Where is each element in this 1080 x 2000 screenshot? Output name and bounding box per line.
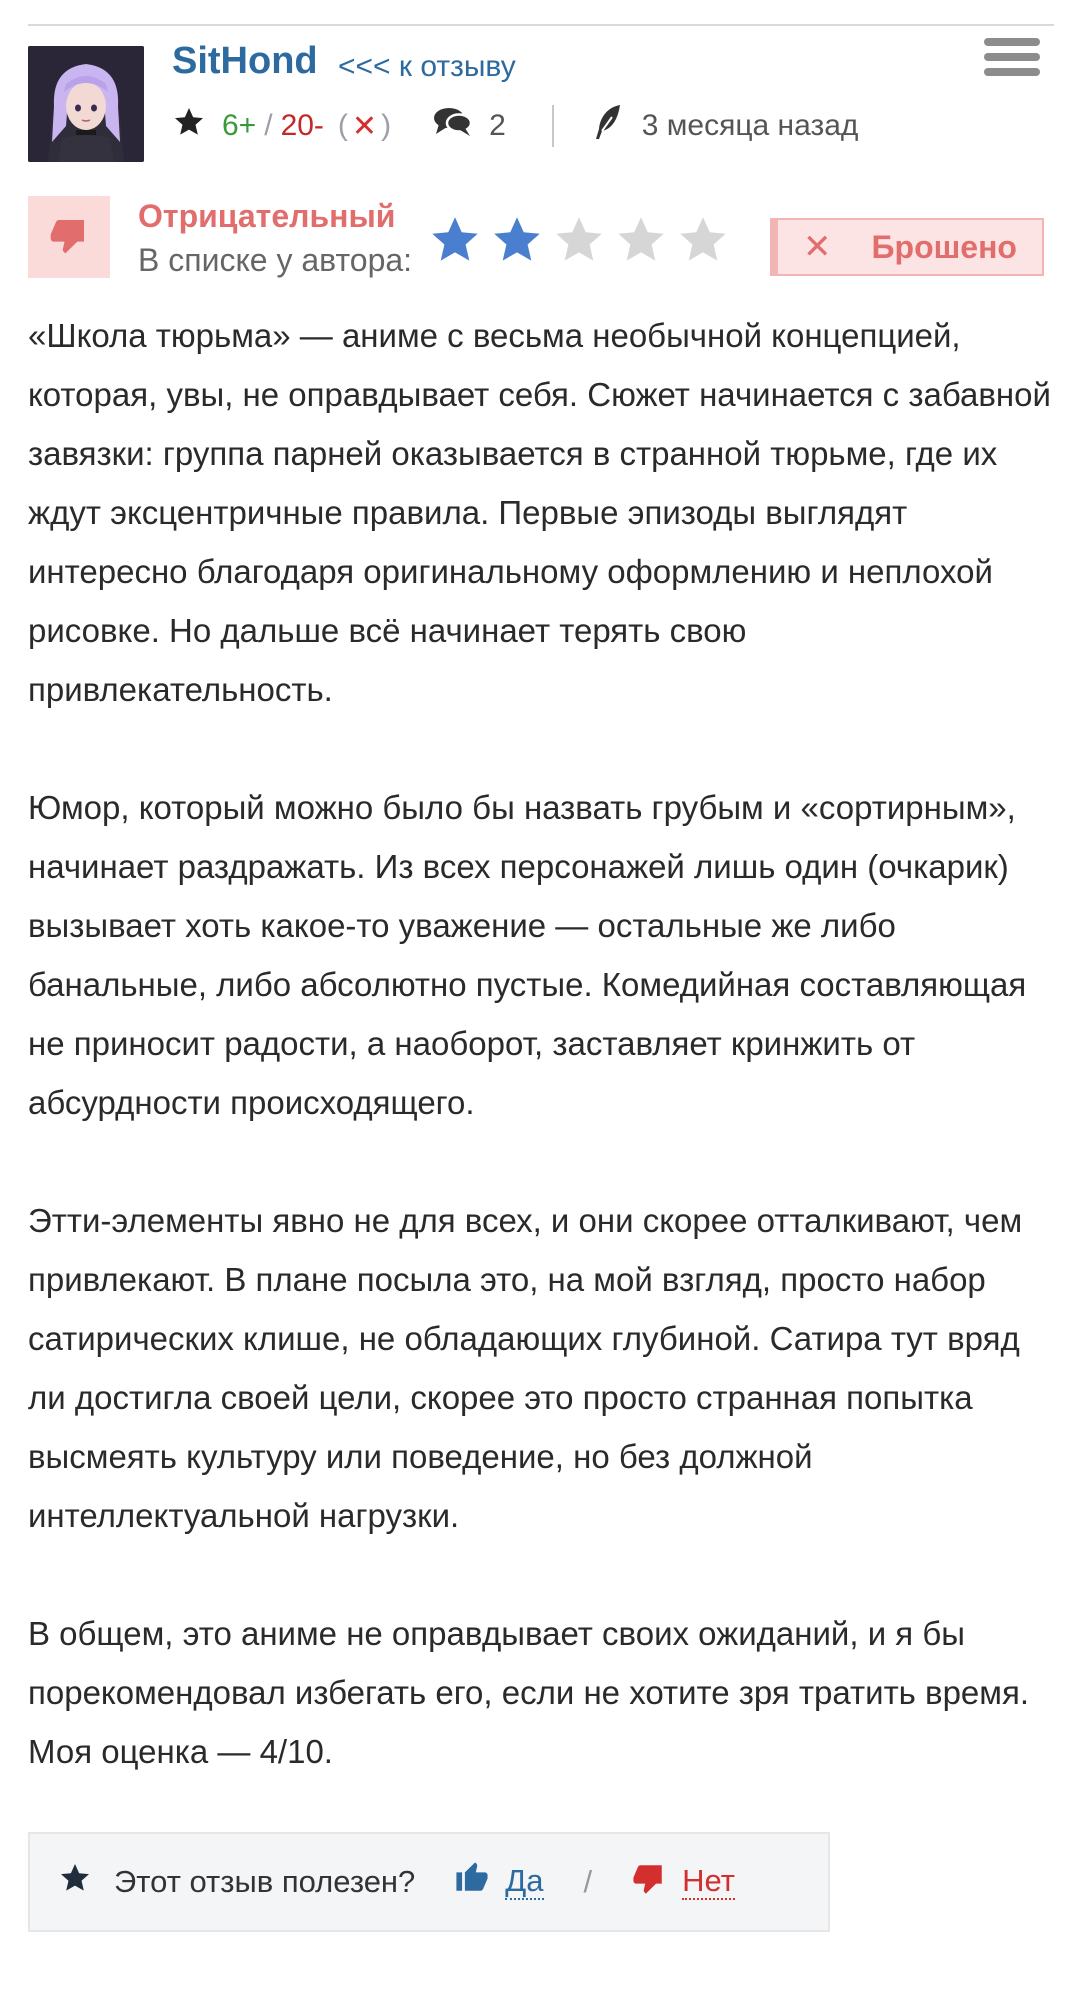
thumbs-down-icon xyxy=(49,215,89,260)
comments-link[interactable] xyxy=(433,106,506,146)
paren-open: ( xyxy=(337,109,348,142)
menu-button[interactable] xyxy=(984,38,1040,84)
helpful-yes-button[interactable] xyxy=(455,1861,543,1903)
helpful-yes-label: Да xyxy=(505,1863,544,1898)
back-to-review-link[interactable]: <<< к отзыву xyxy=(338,50,516,83)
thumbs-up-icon xyxy=(455,1861,489,1903)
helpful-question: Этот отзыв полезен? xyxy=(114,1864,416,1899)
review-body xyxy=(28,306,1054,1781)
time-ago: 3 месяца назад xyxy=(641,109,859,142)
thumbs-down-icon xyxy=(632,1861,666,1903)
hamburger-icon xyxy=(984,38,1040,46)
star-empty-icon xyxy=(614,214,668,266)
hamburger-icon-bar xyxy=(984,68,1040,76)
cancel-vote-button[interactable]: ✕ xyxy=(351,109,378,143)
close-icon: ✕ xyxy=(803,228,832,266)
rating-plus: 6+ xyxy=(222,109,257,142)
star-icon xyxy=(58,1862,92,1902)
verdict-label: Отрицательный xyxy=(138,198,396,234)
hamburger-icon-bar xyxy=(984,53,1040,61)
helpful-box xyxy=(28,1832,830,1932)
review-time xyxy=(592,103,859,149)
helpful-no-label: Нет xyxy=(682,1863,735,1898)
review-paragraph: Этти-элементы явно не для всех, и они скорее отталкивают, чем привлекают. В плане посыла это, на мой взгляд, просто набор сатирических клише, не обладающих глубиной. Сатира тут вряд ли достигла своей цели, скорее это просто странная попытка высмеять культуру или поведение, но без должной интеллектуальной нагрузки. xyxy=(28,1202,1023,1534)
star-empty-icon xyxy=(676,214,730,266)
author-name[interactable]: SitHond xyxy=(172,40,318,82)
review-paragraph: В общем, это аниме не оправдывает своих ожиданий, и я бы порекомендовал избегать его, если не хотите зря тратить время. Моя оценка — 4/10. xyxy=(28,1615,1030,1770)
review-paragraph: «Школа тюрьма» — аниме с весьма необычной концепцией, которая, увы, не оправдывает себя. Сюжет начинается с забавной завязки: группа парней оказывается в странной тюрьме, где их ждут эксцентричные правила. Первые эпизоды выглядят интересно благодаря оригинальному оформлению и неплохой рисовке. Но дальше всё начинает терять свою привлекательность. xyxy=(28,317,1051,708)
top-divider xyxy=(28,24,1054,26)
rating-separator: / xyxy=(264,109,273,142)
status-badge xyxy=(770,218,1044,276)
status-label: Брошено xyxy=(871,228,1017,265)
author-list-label: В списке у автора: xyxy=(138,242,413,278)
comments-count: 2 xyxy=(489,109,506,142)
paren-close: ) xyxy=(381,109,392,142)
star-filled-icon xyxy=(428,214,482,266)
review-paragraph: Юмор, который можно было бы назвать грубым и «сортирным», начинает раздражать. Из всех персонажей лишь один (очкарик) вызывает хоть какое-то уважение — остальные же либо банальные, либо абсолютно пустые. Комедийная составляющая не приносит радости, а наоборот, заставляет кринжить от абсурдности происходящего. xyxy=(28,789,1027,1121)
star-icon xyxy=(172,106,206,146)
vote-separator: / xyxy=(583,1864,593,1899)
rating-minus: 20- xyxy=(280,109,324,142)
star-filled-icon xyxy=(490,214,544,266)
author-rating-stars xyxy=(428,214,738,266)
author-avatar[interactable] xyxy=(28,46,144,162)
comments-icon xyxy=(433,106,473,146)
star-empty-icon xyxy=(552,214,606,266)
verdict-badge xyxy=(28,196,110,278)
quill-icon xyxy=(592,103,622,149)
helpful-no-button[interactable] xyxy=(632,1861,735,1903)
review-meta xyxy=(172,104,858,148)
meta-divider xyxy=(552,105,554,147)
